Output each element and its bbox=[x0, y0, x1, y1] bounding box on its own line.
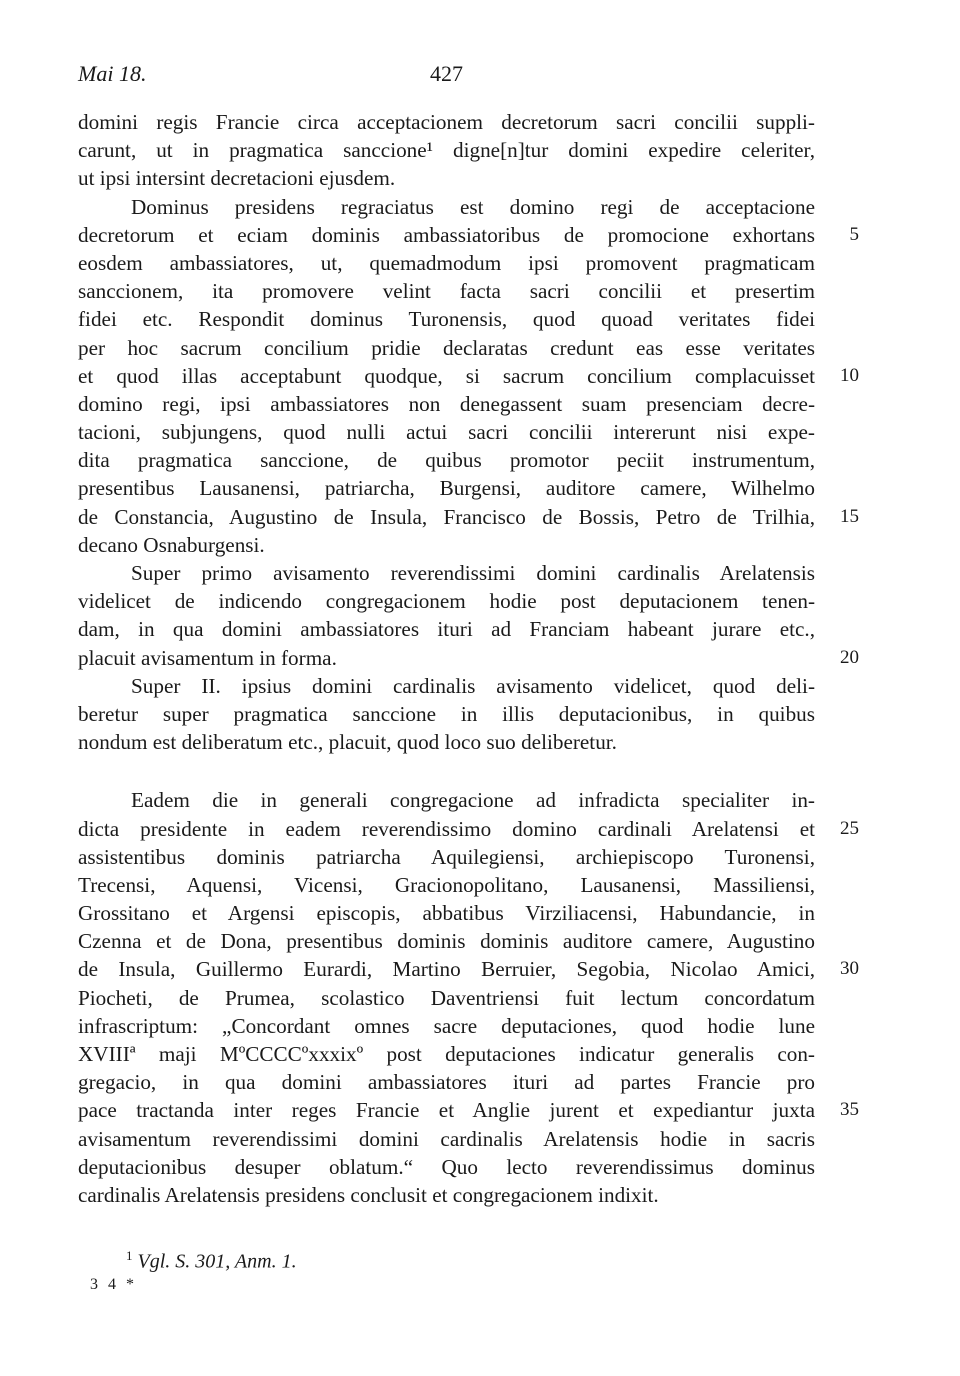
text-line bbox=[78, 136, 815, 164]
text-line bbox=[78, 1153, 815, 1181]
text-line-content: deputacionibus desuper oblatum.“ Quo lecto reverendissimus dominus bbox=[78, 1154, 815, 1179]
line-number: 15 bbox=[840, 505, 859, 527]
text-line bbox=[78, 503, 859, 531]
text-line-content: decretorum et eciam dominis ambassiatoribus de promocione exhortans bbox=[78, 222, 815, 247]
line-number: 20 bbox=[840, 646, 859, 668]
text-line-content: dicta presidente in eadem reverendissimo domino cardinali Arelatensi et bbox=[78, 816, 815, 841]
text-line bbox=[78, 899, 815, 927]
text-line bbox=[78, 418, 815, 446]
text-line-content: de Constancia, Augustino de Insula, Francisco de Bossis, Petro de Trilhia, bbox=[78, 504, 815, 529]
text-line-content: XVIIIª maji MºCCCCºxxxixº post deputaciones indicatur generalis con- bbox=[78, 1042, 815, 1066]
text-line-content: domini regis Francie circa acceptacionem decretorum sacri concilii suppli- bbox=[78, 110, 815, 134]
text-line-content: pace tractanda inter reges Francie et Anglie jurent et expediantur juxta bbox=[78, 1098, 815, 1123]
text-line bbox=[78, 815, 859, 843]
footnote-body: Vgl. S. 301, Anm. 1. bbox=[137, 1250, 297, 1273]
text-line bbox=[78, 559, 815, 587]
text-line bbox=[78, 334, 815, 362]
text-line-content: carunt, ut in pragmatica sanccione¹ digne[n]tur domini expedire celeriter, bbox=[78, 138, 815, 163]
page-number: 427 bbox=[430, 61, 463, 86]
text-line-content: dita pragmatica sanccione, de quibus promotor peciit instrumentum, bbox=[78, 448, 815, 473]
text-line bbox=[78, 1068, 815, 1096]
text-line bbox=[78, 700, 815, 728]
text-line bbox=[78, 1040, 815, 1068]
line-number: 5 bbox=[849, 223, 859, 245]
text-line-content: Super primo avisamento reverendissimi domini cardinalis Arelatensis bbox=[131, 561, 815, 585]
text-line-content: ut ipsi intersint decretacioni ejusdem. bbox=[78, 166, 396, 191]
text-line-content: avisamentum reverendissimi domini cardinalis Arelatensis hodie in sacris bbox=[78, 1126, 815, 1151]
running-head bbox=[78, 58, 815, 90]
text-line-content: nondum est deliberatum etc., placuit, quod loco suo deliberetur. bbox=[78, 730, 617, 755]
paragraph-gap bbox=[78, 756, 815, 786]
line-number: 10 bbox=[840, 364, 859, 386]
text-line bbox=[78, 1181, 815, 1209]
text-line-content: decano Osnaburgensi. bbox=[78, 532, 265, 557]
text-line-content: infrascriptum: „Concordant omnes sacre deputaciones, quod hodie lune bbox=[78, 1013, 815, 1038]
header-date: Mai 18. bbox=[78, 61, 147, 86]
text-line bbox=[78, 277, 815, 305]
text-line-content: Dominus presidens regraciatus est domino regi de acceptacione bbox=[131, 194, 815, 219]
text-line bbox=[78, 305, 815, 333]
text-line-content: Eadem die in generali congregacione ad infradicta specialiter in- bbox=[131, 788, 815, 813]
line-number: 25 bbox=[840, 817, 859, 839]
text-line bbox=[78, 1096, 859, 1124]
text-line-content: gregacio, in qua domini ambassiatores ituri ad partes Francie pro bbox=[78, 1070, 815, 1095]
text-line bbox=[78, 108, 815, 136]
text-line-content: videlicet de indicendo congregacionem hodie post deputacionem tenen- bbox=[78, 589, 815, 614]
text-line bbox=[78, 615, 815, 643]
text-line bbox=[78, 984, 815, 1012]
text-line-content: tacioni, subjungens, quod nulli actui sacri concilii intererunt nisi expe- bbox=[78, 420, 815, 445]
footnote-text bbox=[126, 1241, 297, 1277]
text-line bbox=[78, 843, 815, 871]
text-line bbox=[78, 249, 815, 277]
text-line bbox=[78, 1125, 815, 1153]
text-line-content: per hoc sacrum concilium pridie declaratas credunt eas esse veritates bbox=[78, 335, 815, 360]
text-line-content: Grossitano et Argensi episcopis, abbatibus Virziliacensi, Habundancie, in bbox=[78, 901, 815, 926]
text-line bbox=[78, 927, 815, 955]
text-line bbox=[78, 672, 815, 700]
text-line-content: Czenna et de Dona, presentibus dominis dominis auditore camere, Augustino bbox=[78, 929, 815, 954]
text-line-content: domino regi, ipsi ambassiatores non denegassent suam presenciam decre- bbox=[78, 391, 815, 416]
text-line-content: Super II. ipsius domini cardinalis avisamento videlicet, quod deli- bbox=[131, 673, 815, 698]
text-line-content: presentibus Lausanensi, patriarcha, Burgensi, auditore camere, Wilhelmo bbox=[78, 476, 815, 501]
text-line bbox=[78, 1012, 815, 1040]
text-line-content: Piocheti, de Prumea, scolastico Daventriensi fuit lectum concordatum bbox=[78, 985, 815, 1010]
text-line-content: Trecensi, Aquensi, Vicensi, Gracionopolitano, Lausanensi, Massiliensi, bbox=[78, 872, 815, 897]
text-line-content: assistentibus dominis patriarcha Aquilegiensi, archiepiscopo Turonensi, bbox=[78, 844, 815, 869]
text-line bbox=[78, 531, 815, 559]
text-line-content: placuit avisamentum in forma. bbox=[78, 645, 337, 670]
text-line-content: cardinalis Arelatensis presidens conclusit et congregacionem indixit. bbox=[78, 1182, 659, 1207]
text-line bbox=[78, 446, 815, 474]
text-line bbox=[78, 164, 815, 192]
body-text bbox=[78, 108, 859, 1209]
text-line bbox=[78, 221, 859, 249]
text-line bbox=[78, 362, 859, 390]
text-line bbox=[78, 474, 815, 502]
footnote-mark: 1 bbox=[126, 1248, 133, 1263]
text-line bbox=[78, 587, 815, 615]
text-line-content: sanccionem, ita promovere velint facta sacri concilii et presertim bbox=[78, 279, 815, 304]
text-line bbox=[78, 390, 815, 418]
text-line bbox=[78, 193, 815, 221]
line-number: 35 bbox=[840, 1099, 859, 1121]
text-line bbox=[78, 644, 859, 672]
text-line bbox=[78, 728, 815, 756]
text-line bbox=[78, 786, 815, 814]
printer-signature: 3 4 * bbox=[90, 1276, 137, 1293]
text-line-content: dam, in qua domini ambassiatores ituri ad Franciam habeant jurare etc., bbox=[78, 617, 815, 642]
text-line-content: eosdem ambassiatores, ut, quemadmodum ipsi promovent pragmaticam bbox=[78, 250, 815, 275]
text-line bbox=[78, 955, 859, 983]
text-line-content: beretur super pragmatica sanccione in illis deputacionibus, in quibus bbox=[78, 701, 815, 726]
text-line bbox=[78, 871, 815, 899]
text-line-content: de Insula, Guillermo Eurardi, Martino Berruier, Segobia, Nicolao Amici, bbox=[78, 957, 815, 982]
text-line-content: et quod illas acceptabunt quodque, si sacrum concilium complacuisset bbox=[78, 363, 815, 388]
text-line-content: fidei etc. Respondit dominus Turonensis, quod quoad veritates fidei bbox=[78, 307, 815, 332]
line-number: 30 bbox=[840, 958, 859, 980]
